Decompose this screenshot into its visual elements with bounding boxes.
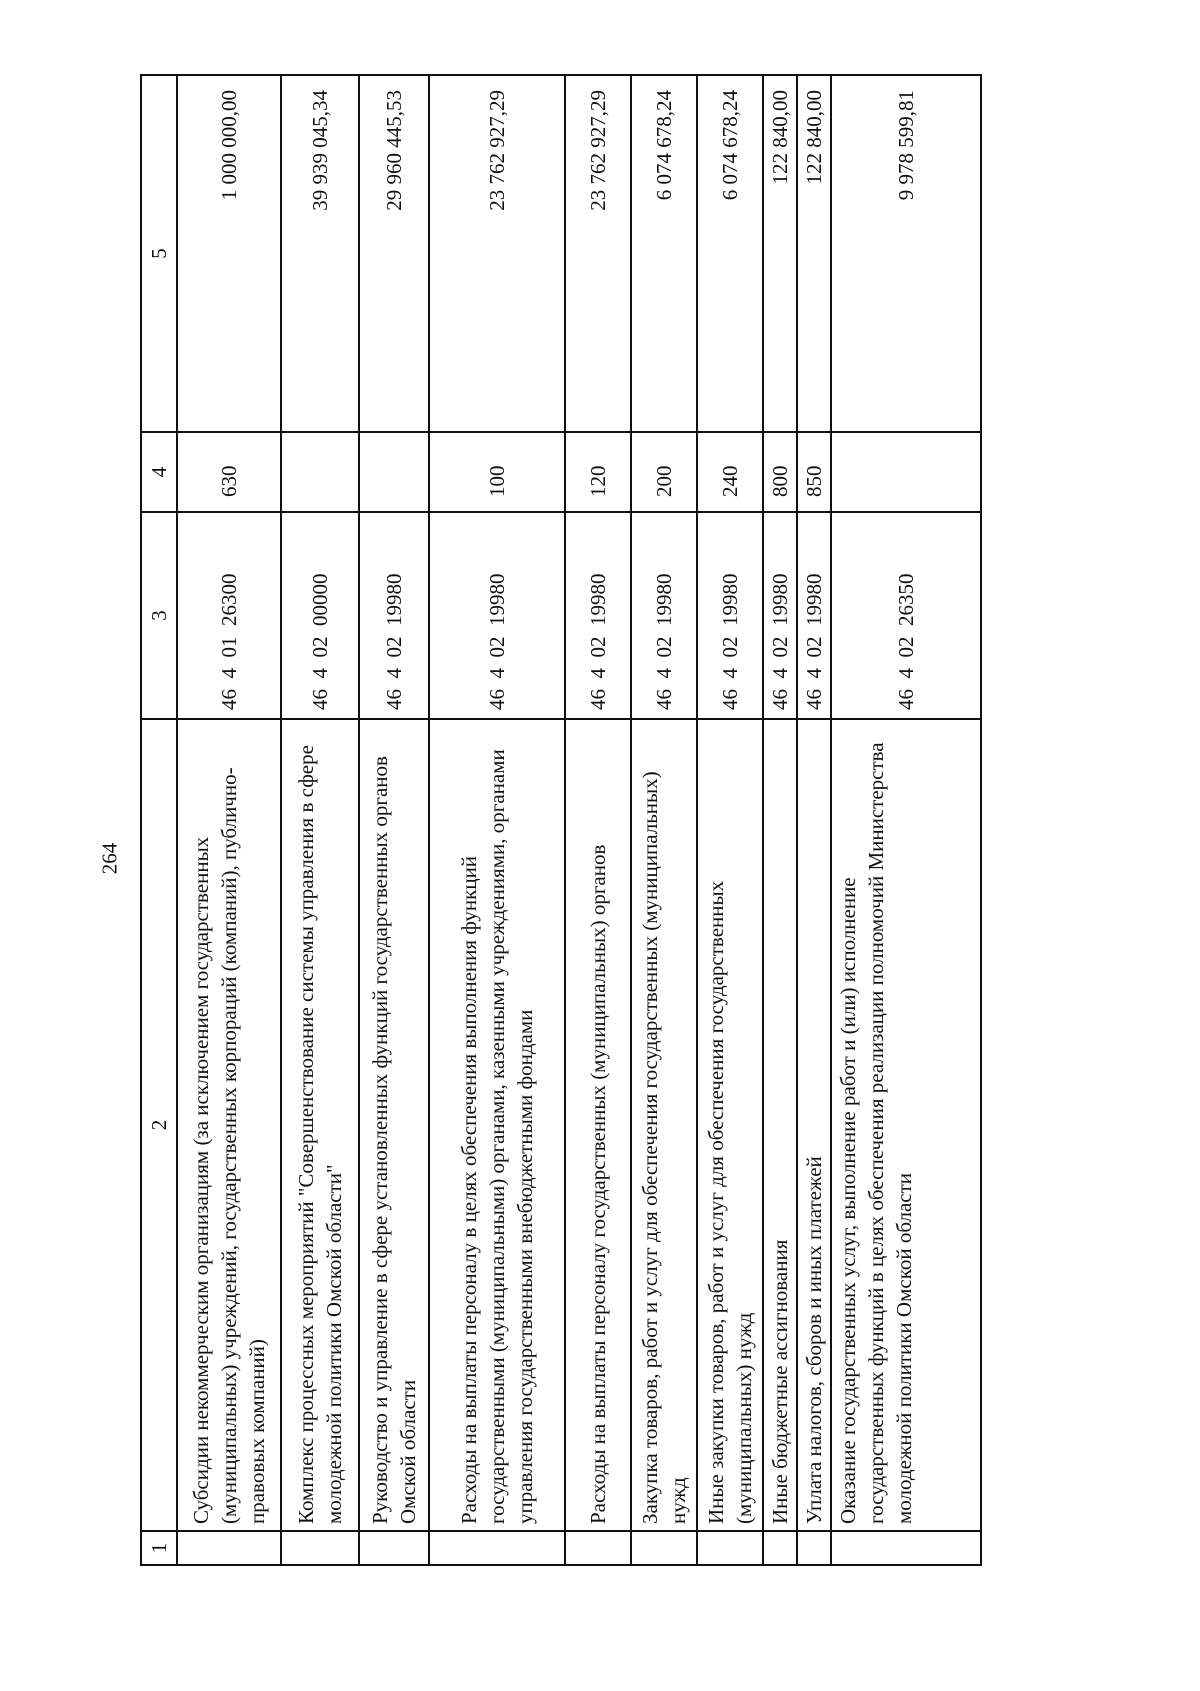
header-col-1: 1 <box>141 1531 177 1565</box>
row-number <box>177 1531 281 1565</box>
amount: 39 939 045,34 <box>281 75 359 432</box>
table-row <box>631 75 697 1565</box>
amount: 23 762 927,29 <box>429 75 565 432</box>
amount: 9 978 599,81 <box>831 75 981 432</box>
table-row <box>565 75 631 1565</box>
header-col-2: 2 <box>141 719 177 1531</box>
item-name: Руководство и управление в сфере установленных функций государственных органов Омской области <box>359 719 429 1531</box>
target-code: 46 4 02 19980 <box>565 512 631 719</box>
table-row <box>831 75 981 1565</box>
item-name: Иные закупки товаров, работ и услуг для обеспечения государственных (муниципальных) нужд <box>697 719 763 1531</box>
target-code: 46 4 01 26300 <box>177 512 281 719</box>
table-row <box>763 75 797 1565</box>
expense-type: 630 <box>177 432 281 512</box>
expense-type <box>281 432 359 512</box>
expense-type: 200 <box>631 432 697 512</box>
amount: 23 762 927,29 <box>565 75 631 432</box>
item-name: Расходы на выплаты персоналу в целях обеспечения выполнения функций государственными (муниципальными) органами, казенными учреждениями, органами управления государственными внебюджетными фондами <box>429 719 565 1531</box>
item-name: Комплекс процессных мероприятий "Совершенствование системы управления в сфере молодежной политики Омской области" <box>281 719 359 1531</box>
table-row <box>697 75 763 1565</box>
target-code: 46 4 02 26350 <box>831 512 981 719</box>
budget-table <box>140 74 982 1566</box>
row-number <box>359 1531 429 1565</box>
target-code: 46 4 02 19980 <box>697 512 763 719</box>
expense-type <box>831 432 981 512</box>
row-number <box>797 1531 831 1565</box>
expense-type: 850 <box>797 432 831 512</box>
target-code: 46 4 02 19980 <box>359 512 429 719</box>
row-number <box>565 1531 631 1565</box>
table-row <box>177 75 281 1565</box>
item-name: Иные бюджетные ассигнования <box>763 719 797 1531</box>
row-number <box>831 1531 981 1565</box>
item-name: Уплата налогов, сборов и иных платежей <box>797 719 831 1531</box>
expense-type: 120 <box>565 432 631 512</box>
expense-type: 240 <box>697 432 763 512</box>
amount: 6 074 678,24 <box>631 75 697 432</box>
table-row <box>429 75 565 1565</box>
page-number: 264 <box>97 842 122 874</box>
amount: 1 000 000,00 <box>177 75 281 432</box>
header-col-5: 5 <box>141 75 177 432</box>
amount: 122 840,00 <box>797 75 831 432</box>
row-number <box>429 1531 565 1565</box>
header-row <box>141 75 177 1565</box>
item-name: Закупка товаров, работ и услуг для обеспечения государственных (муниципальных) нужд <box>631 719 697 1531</box>
table-row <box>281 75 359 1565</box>
target-code: 46 4 02 19980 <box>429 512 565 719</box>
expense-type: 100 <box>429 432 565 512</box>
rotated-table-container <box>140 76 970 1566</box>
table-row <box>359 75 429 1565</box>
item-name: Субсидии некоммерческим организациям (за исключением государственных (муниципальных) учреждений, государственных корпораций (компаний), публично-правовых компаний) <box>177 719 281 1531</box>
target-code: 46 4 02 00000 <box>281 512 359 719</box>
item-name: Оказание государственных услуг, выполнение работ и (или) исполнение государственных функций в целях обеспечения реализации полномочий Министерства молодежной политики Омской области <box>831 719 981 1531</box>
target-code: 46 4 02 19980 <box>631 512 697 719</box>
row-number <box>631 1531 697 1565</box>
expense-type <box>359 432 429 512</box>
target-code: 46 4 02 19980 <box>763 512 797 719</box>
amount: 29 960 445,53 <box>359 75 429 432</box>
header-col-4: 4 <box>141 432 177 512</box>
row-number <box>697 1531 763 1565</box>
expense-type: 800 <box>763 432 797 512</box>
target-code: 46 4 02 19980 <box>797 512 831 719</box>
amount: 6 074 678,24 <box>697 75 763 432</box>
table-row <box>797 75 831 1565</box>
row-number <box>763 1531 797 1565</box>
header-col-3: 3 <box>141 512 177 719</box>
item-name: Расходы на выплаты персоналу государственных (муниципальных) органов <box>565 719 631 1531</box>
amount: 122 840,00 <box>763 75 797 432</box>
row-number <box>281 1531 359 1565</box>
